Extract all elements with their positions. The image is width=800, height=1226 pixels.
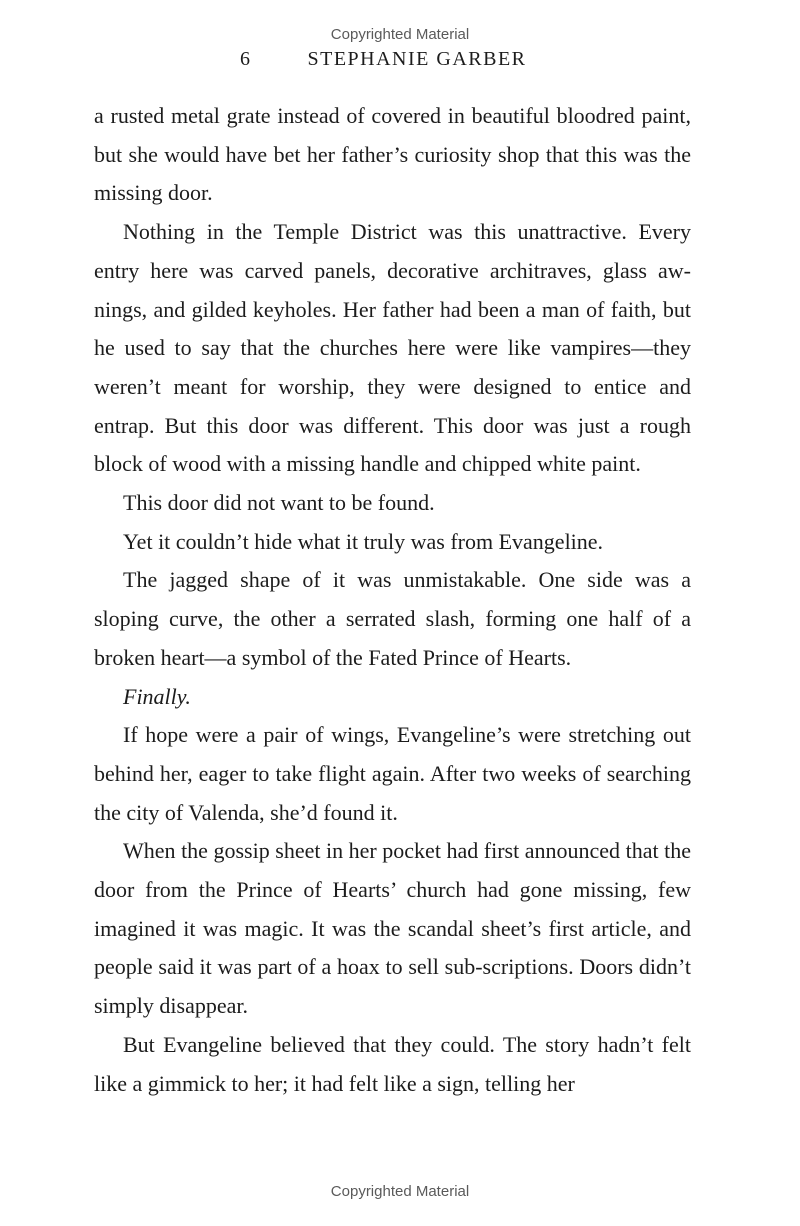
paragraph: This door did not want to be found. — [123, 490, 435, 516]
paragraph: Nothing in the Temple District was this unattractive. Every entry here was carved panels, decorative architraves, glass aw-nings, and gilded keyholes. Her father had been a man of faith, but he used to say that the churches here were like vampires—they weren’t meant for worship, they were designed to entice and entrap. But this door was different. This door was just a rough block of wood with a missing handle and chipped white paint. — [94, 219, 691, 477]
running-header — [0, 48, 800, 71]
running-header-author: STEPHANIE GARBER — [307, 48, 527, 70]
page-number: 6 — [240, 48, 252, 70]
paragraph: When the gossip sheet in her pocket had first announced that the door from the Prince of Hearts’ church had gone missing, few imagined it was magic. It was the scandal sheet’s first article, and people said it was part of a hoax to sell sub-scriptions. Doors didn’t simply disappear. — [94, 838, 691, 1019]
paragraph: If hope were a pair of wings, Evangeline’s were stretching out behind her, eager to take flight again. After two weeks of searching the city of Valenda, she’d found it. — [94, 722, 691, 825]
paragraph: The jagged shape of it was unmistakable. One side was a sloping curve, the other a serrated slash, forming one half of a broken heart—a symbol of the Fated Prince of Hearts. — [94, 567, 691, 670]
paragraph: Finally. — [123, 683, 191, 709]
copyright-watermark-bottom: Copyrighted Material — [330, 1183, 470, 1200]
paragraph: Yet it couldn’t hide what it truly was from Evangeline. — [123, 528, 604, 554]
body-text — [94, 97, 691, 1103]
paragraph: a rusted metal grate instead of covered in beautiful bloodred paint, but she would have bet her father’s curiosity shop that this was the missing door. — [94, 103, 691, 206]
paragraph: But Evangeline believed that they could. The story hadn’t felt like a gimmick to her; it had felt like a sign, telling her — [94, 1031, 691, 1096]
copyright-watermark-top: Copyrighted Material — [330, 26, 470, 43]
